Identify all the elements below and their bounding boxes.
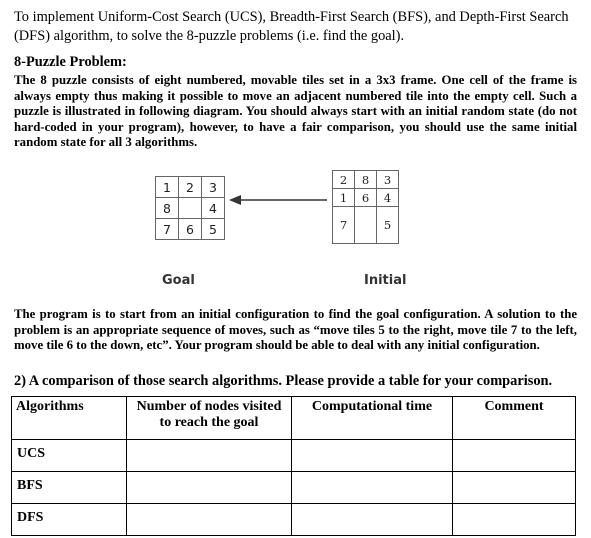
- nodes-cell[interactable]: [127, 504, 292, 536]
- algorithm-cell: UCS: [12, 440, 127, 472]
- initial-tile: 5: [377, 207, 399, 244]
- question-2: 2) A comparison of those search algorithms. Please provide a table for your comparison.: [14, 373, 553, 389]
- goal-tile: 8: [156, 198, 179, 219]
- initial-tile: 6: [355, 189, 377, 207]
- table-row: [12, 504, 576, 536]
- nodes-cell[interactable]: [127, 472, 292, 504]
- comment-cell[interactable]: [453, 504, 576, 536]
- header-algorithms: Algorithms: [12, 397, 127, 440]
- goal-tile: 3: [202, 177, 225, 198]
- time-cell[interactable]: [292, 472, 453, 504]
- table-row: [12, 472, 576, 504]
- initial-tile: 2: [333, 171, 355, 189]
- table-row: [12, 440, 576, 472]
- left-arrow-icon: [229, 193, 329, 207]
- initial-tile: 3: [377, 171, 399, 189]
- header-comment: Comment: [453, 397, 576, 440]
- goal-tile: 4: [202, 198, 225, 219]
- table-header-row: [12, 397, 576, 440]
- algorithm-cell: DFS: [12, 504, 127, 536]
- algorithm-cell: BFS: [12, 472, 127, 504]
- time-cell[interactable]: [292, 440, 453, 472]
- initial-grid: [332, 170, 399, 244]
- header-nodes-visited: Number of nodes visited to reach the goal: [127, 397, 292, 440]
- program-paragraph: The program is to start from an initial configuration to find the goal configuration. A solution to the problem is an appropriate sequence of moves, such as “move tiles 5 to the right, move tile 7 to the left, move tile 6 to the down, etc”. Your program should be able to deal with any initial configuration.: [14, 307, 577, 352]
- initial-caption: Initial: [364, 273, 407, 288]
- goal-tile: 5: [202, 219, 225, 240]
- goal-tile: 1: [156, 177, 179, 198]
- header-computational-time: Computational time: [292, 397, 453, 440]
- comparison-table: [11, 396, 576, 536]
- goal-tile: 6: [179, 219, 202, 240]
- intro-paragraph: To implement Uniform-Cost Search (UCS), Breadth-First Search (BFS), and Depth-First Search (DFS) algorithm, to solve the 8-puzzle problems (i.e. find the goal).: [14, 9, 569, 44]
- goal-tile-empty: [179, 198, 202, 219]
- goal-grid: [155, 176, 225, 240]
- initial-tile-empty: [355, 207, 377, 244]
- time-cell[interactable]: [292, 504, 453, 536]
- initial-tile: 4: [377, 189, 399, 207]
- comment-cell[interactable]: [453, 472, 576, 504]
- initial-tile: 8: [355, 171, 377, 189]
- nodes-cell[interactable]: [127, 440, 292, 472]
- comment-cell[interactable]: [453, 440, 576, 472]
- puzzle-description: The 8 puzzle consists of eight numbered, movable tiles set in a 3x3 frame. One cell of the frame is always empty thus making it possible to move an adjacent numbered tile into the empty cell. Such a puzzle is illustrated in following diagram. You should always start with an initial random state (do not hard-coded in your program), however, to have a fair comparison, you should use the same initial random state for all 3 algorithms.: [14, 73, 577, 149]
- cropped-top-text: [0, 0, 591, 4]
- initial-tile: 1: [333, 189, 355, 207]
- goal-tile: 2: [179, 177, 202, 198]
- goal-tile: 7: [156, 219, 179, 240]
- goal-caption: Goal: [162, 273, 195, 288]
- section-title: 8-Puzzle Problem:: [14, 54, 127, 70]
- initial-tile: 7: [333, 207, 355, 244]
